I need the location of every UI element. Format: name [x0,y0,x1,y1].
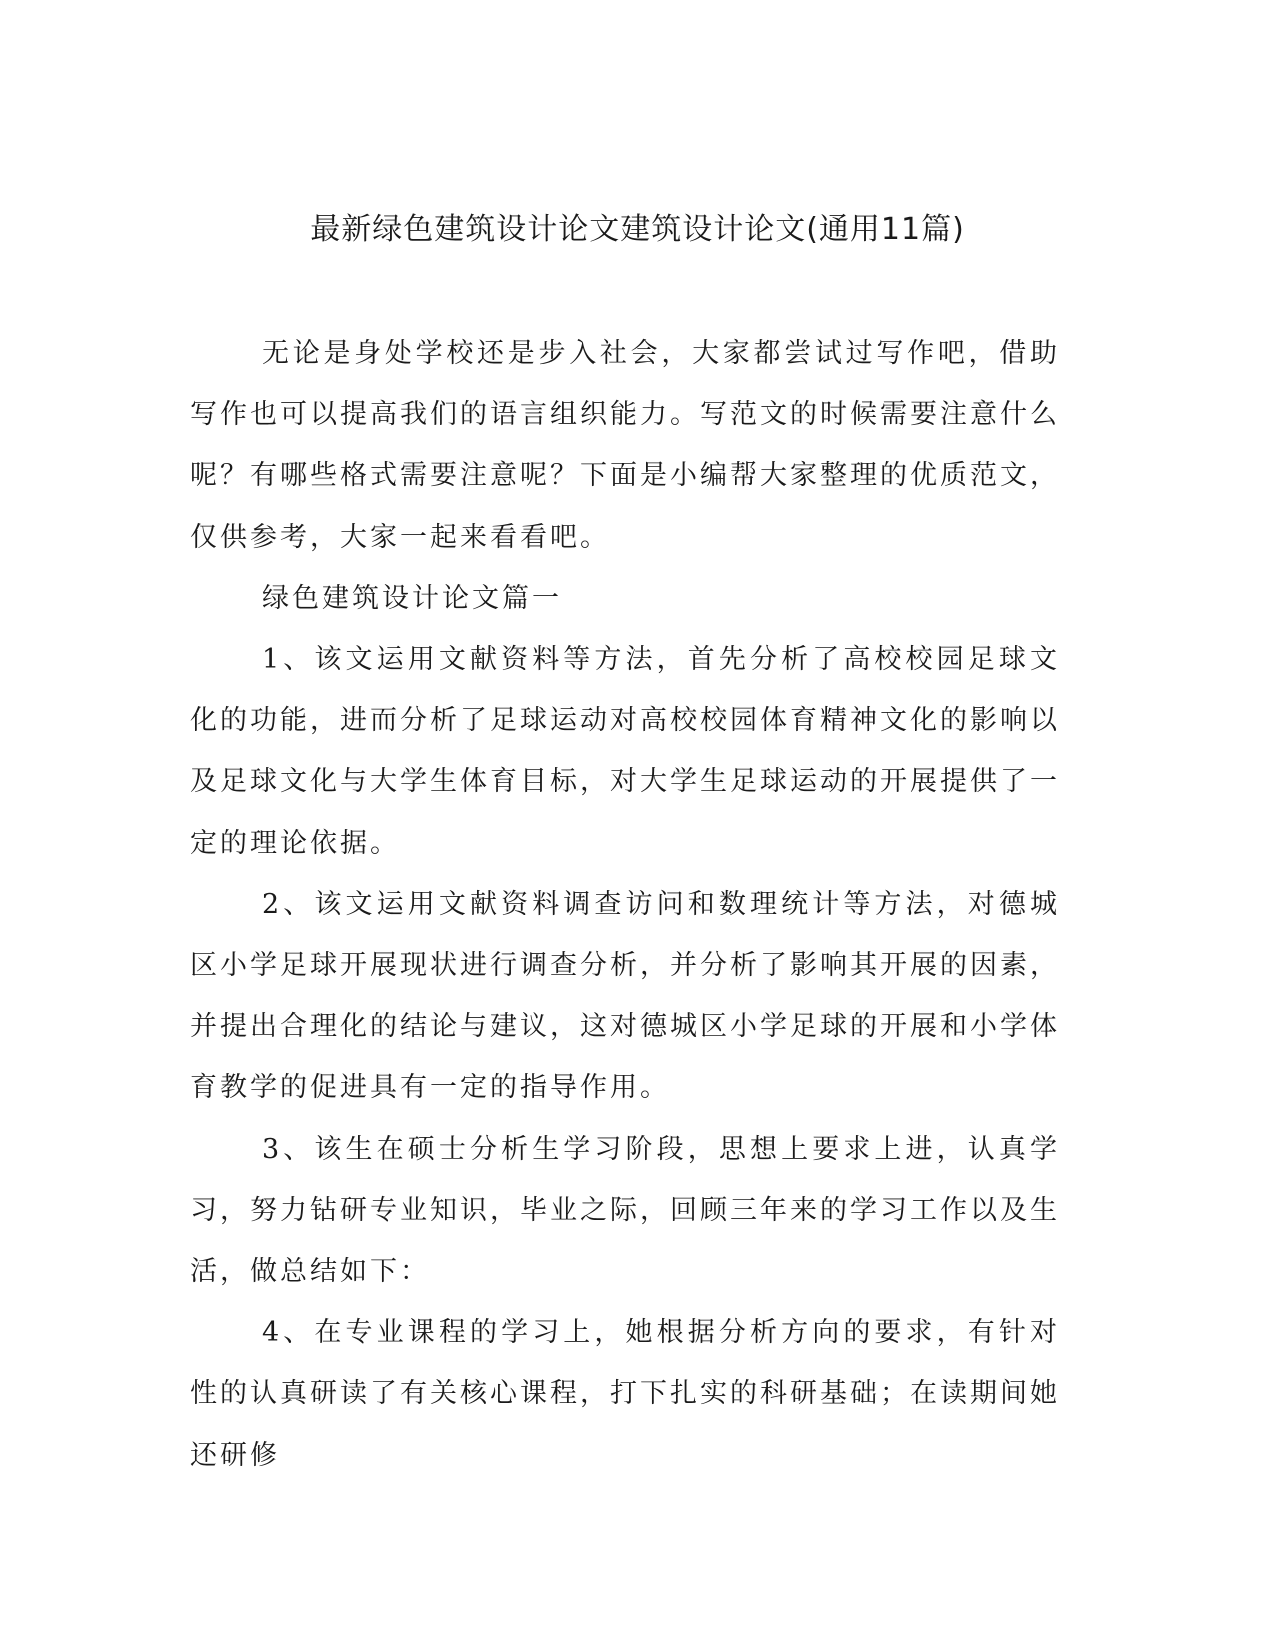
paragraph-item-1: 1、该文运用文献资料等方法，首先分析了高校校园足球文化的功能，进而分析了足球运动对高校校园体育精神文化的影响以及足球文化与大学生体育目标，对大学生足球运动的开展提供了一定的理论依据。 [190,644,1060,859]
paragraph-item-3: 3、该生在硕士分析生学习阶段，思想上要求上进，认真学习，努力钻研专业知识，毕业之际，回顾三年来的学习工作以及生活，做总结如下： [190,1133,1060,1288]
document-body [190,323,1060,1486]
paragraph-intro: 无论是身处学校还是步入社会，大家都尝试过写作吧，借助写作也可以提高我们的语言组织能力。写范文的时候需要注意什么呢？有哪些格式需要注意呢？下面是小编帮大家整理的优质范文，仅供参考，大家一起来看看吧。 [190,338,1060,553]
paragraph-item-4: 4、在专业课程的学习上，她根据分析方向的要求，有针对性的认真研读了有关核心课程，打下扎实的科研基础；在读期间她还研修 [190,1317,1060,1471]
paragraph-item-2: 2、该文运用文献资料调查访问和数理统计等方法，对德城区小学足球开展现状进行调查分析，并分析了影响其开展的因素，并提出合理化的结论与建议，这对德城区小学足球的开展和小学体育教学的促进具有一定的指导作用。 [190,888,1060,1104]
section-heading: 绿色建筑设计论文篇一 [262,582,562,614]
document-title: 最新绿色建筑设计论文建筑设计论文(通用11篇) [310,212,965,247]
